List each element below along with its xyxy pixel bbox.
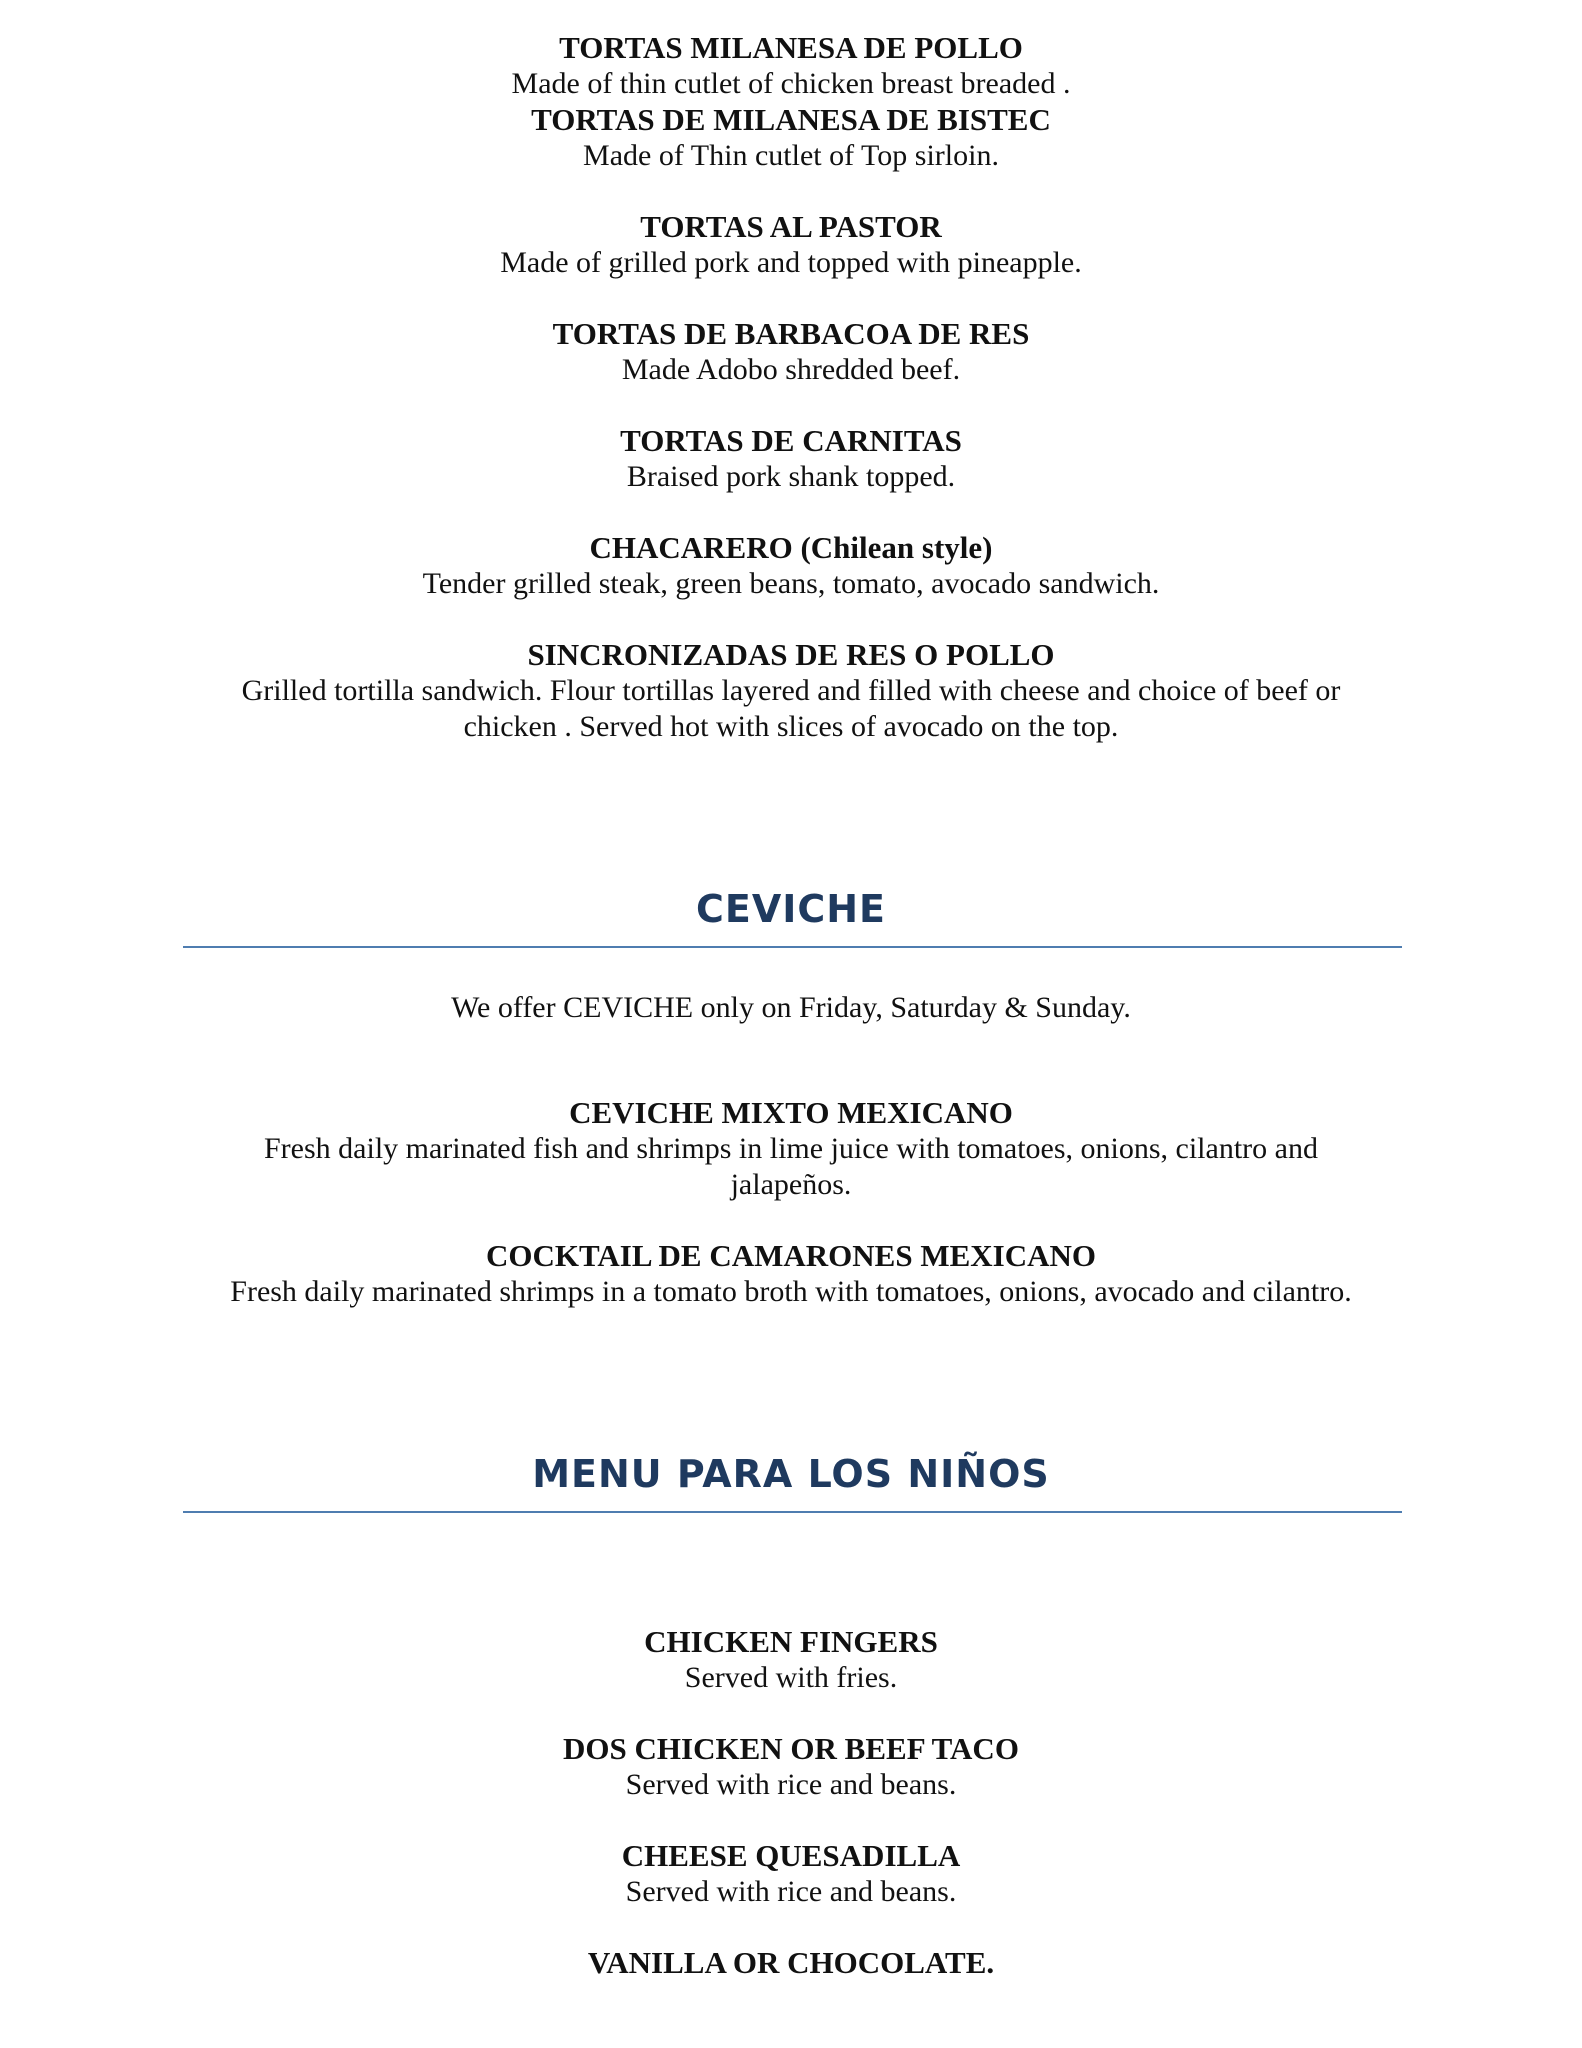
menu-item-vanilla-chocolate	[180, 1945, 1402, 1981]
item-description: Tender grilled steak, green beans, tomato, avocado sandwich.	[422, 567, 1160, 600]
item-title: COCKTAIL DE CAMARONES MEXICANO	[486, 1238, 1096, 1273]
item-title: TORTAS DE CARNITAS	[620, 423, 962, 458]
item-title: CHACARERO (Chilean style)	[589, 530, 993, 565]
menu-item-torta-carnitas	[180, 423, 1402, 495]
item-title: TORTAS AL PASTOR	[640, 209, 942, 244]
item-title: CHEESE QUESADILLA	[621, 1838, 961, 1873]
item-description: Braised pork shank topped.	[626, 460, 956, 493]
menu-item-chacarero	[180, 530, 1402, 602]
menu-item-ceviche-mixto	[230, 1095, 1352, 1203]
section-heading-ceviche: CEVICHE	[695, 887, 887, 931]
menu-item-dos-taco	[180, 1731, 1402, 1803]
section-divider	[183, 1511, 1402, 1513]
menu-item-torta-milanesa-bistec	[180, 102, 1402, 174]
ceviche-availability-note: We offer CEVICHE only on Friday, Saturday & Sunday.	[451, 991, 1131, 1024]
section-divider	[183, 946, 1402, 948]
item-title: DOS CHICKEN OR BEEF TACO	[563, 1731, 1019, 1766]
item-description: Fresh daily marinated shrimps in a tomato broth with tomatoes, onions, avocado and cilantro.	[230, 1275, 1352, 1308]
menu-item-torta-barbacoa	[180, 316, 1402, 388]
item-description: Served with fries.	[684, 1661, 898, 1694]
item-title: TORTAS DE MILANESA DE BISTEC	[531, 102, 1051, 137]
item-description: Served with rice and beans.	[625, 1768, 957, 1801]
item-title: TORTAS DE BARBACOA DE RES	[552, 316, 1030, 351]
item-description: Made of thin cutlet of chicken breast breaded .	[511, 67, 1071, 100]
item-description: Served with rice and beans.	[625, 1875, 957, 1908]
menu-item-torta-al-pastor	[180, 209, 1402, 281]
menu-item-torta-milanesa-pollo	[180, 30, 1402, 102]
menu-item-chicken-fingers	[180, 1624, 1402, 1696]
item-description: Fresh daily marinated fish and shrimps in lime juice with tomatoes, onions, cilantro and jalapeños.	[264, 1132, 1318, 1201]
menu-item-sincronizadas	[210, 637, 1372, 745]
item-description: Made Adobo shredded beef.	[621, 353, 961, 386]
item-title: VANILLA OR CHOCOLATE.	[587, 1945, 995, 1980]
item-title: CHICKEN FINGERS	[644, 1624, 938, 1659]
menu-item-cheese-quesadilla	[180, 1838, 1402, 1910]
item-description: Grilled tortilla sandwich. Flour tortillas layered and filled with cheese and choice of beef or chicken . Served hot with slices of avocado on the top.	[241, 674, 1341, 743]
item-description: Made of Thin cutlet of Top sirloin.	[583, 139, 999, 172]
section-heading-kids-menu: MENU PARA LOS NIÑOS	[532, 1452, 1050, 1496]
item-title: SINCRONIZADAS DE RES O POLLO	[527, 637, 1055, 672]
item-description: Made of grilled pork and topped with pineapple.	[500, 246, 1082, 279]
item-title: TORTAS MILANESA DE POLLO	[559, 30, 1023, 65]
menu-item-cocktail-camarones	[180, 1238, 1402, 1310]
item-title: CEVICHE MIXTO MEXICANO	[569, 1095, 1013, 1130]
